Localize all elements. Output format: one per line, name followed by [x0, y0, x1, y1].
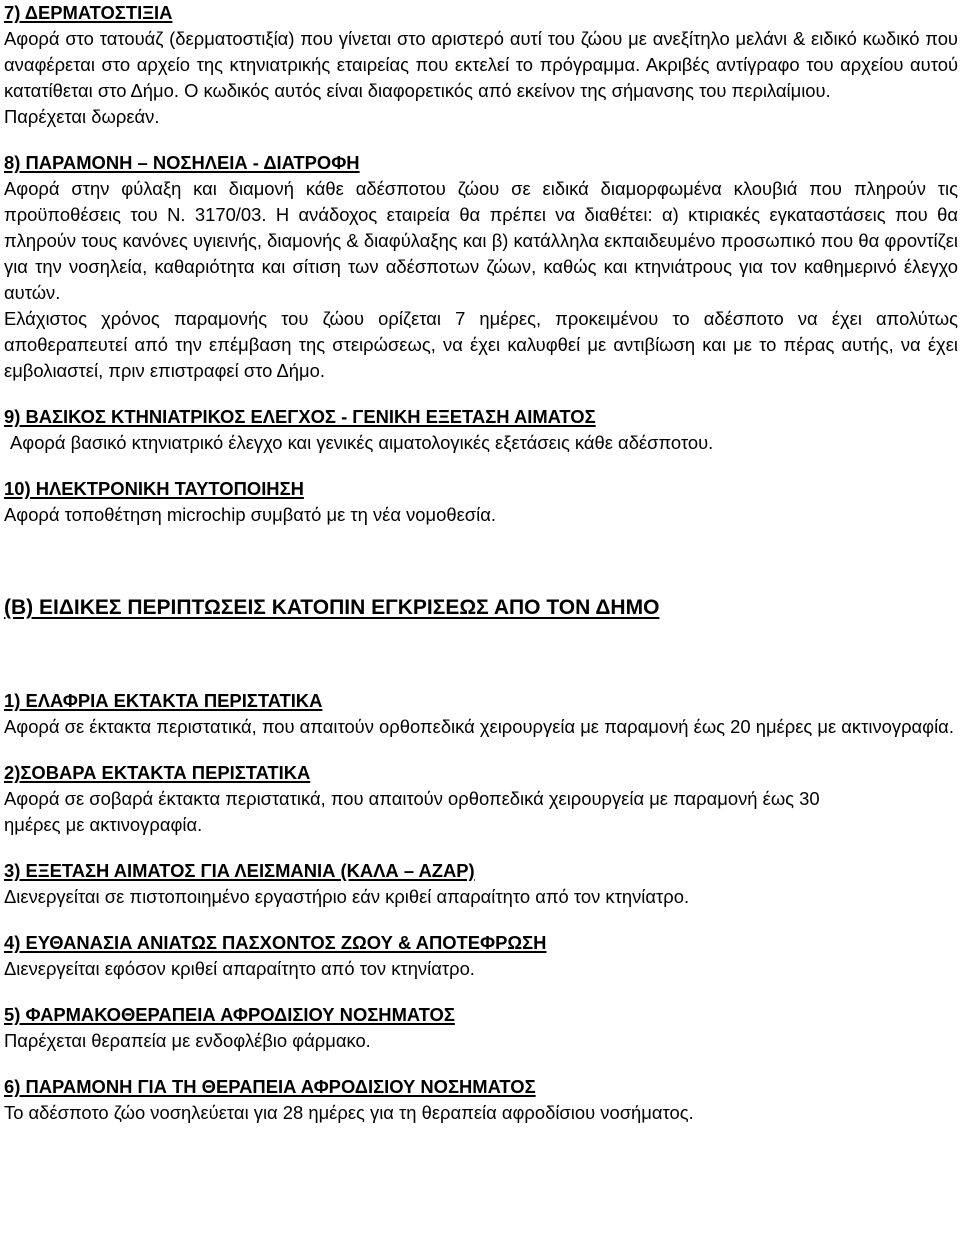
- case-heading: 4) ΕΥΘΑΝΑΣΙΑ ΑΝΙΑΤΩΣ ΠΑΣΧΟΝΤΟΣ ΖΩΟΥ & ΑΠΟΤΕΦΡΩΣΗ: [4, 932, 547, 953]
- part-b-heading: (Β) ΕΙΔΙΚΕΣ ΠΕΡΙΠΤΩΣΕΙΣ ΚΑΤΟΠΙΝ ΕΓΚΡΙΣΕΩΣ ΑΠΟ ΤΟΝ ΔΗΜΟ: [4, 596, 660, 619]
- case-heading: 2)ΣΟΒΑΡΑ ΕΚΤΑΚΤΑ ΠΕΡΙΣΤΑΤΙΚΑ: [4, 762, 311, 783]
- case-4: [4, 930, 958, 982]
- section-7: [4, 0, 958, 130]
- part-b: [4, 594, 958, 622]
- section-text: Αφορά βασικό κτηνιατρικό έλεγχο και γενικές αιματολογικές εξετάσεις κάθε αδέσποτου.: [10, 432, 714, 453]
- section-note: Παρέχεται δωρεάν.: [4, 106, 160, 127]
- case-5: [4, 1002, 958, 1054]
- case-text: Το αδέσποτο ζώο νοσηλεύεται για 28 ημέρες για τη θεραπεία αφροδίσιου νοσήματος.: [4, 1102, 694, 1123]
- section-text: Αφορά στην φύλαξη και διαμονή κάθε αδέσποτου ζώου σε ειδικά διαμορφωμένα κλουβιά που πληρούν τις προϋποθέσεις του Ν. 3170/03. Η ανάδοχος εταιρεία θα πρέπει να διαθέτει: α) κτιριακές εγκαταστάσεις που θα πληρούν τους κανόνες υγιεινής, διαμονής & διαφύλαξης και β) κατάλληλα εκπαιδευμένο προσωπικό που θα φροντίζει για την νοσηλεία, καθαριότητα και σίτιση των αδέσποτων ζώων, καθώς και κτηνιάτρους για τον καθημερινό έλεγχο αυτών.: [4, 178, 958, 303]
- case-heading: 6) ΠΑΡΑΜΟΝΗ ΓΙΑ ΤΗ ΘΕΡΑΠΕΙΑ ΑΦΡΟΔΙΣΙΟΥ ΝΟΣΗΜΑΤΟΣ: [4, 1076, 536, 1097]
- case-text: Διενεργείται εφόσον κριθεί απαραίτητο από τον κτηνίατρο.: [4, 958, 475, 979]
- case-text: Διενεργείται σε πιστοποιημένο εργαστήριο εάν κριθεί απαραίτητο από τον κτηνίατρο.: [4, 886, 690, 907]
- case-1: [4, 688, 958, 740]
- case-6: [4, 1074, 958, 1126]
- section-text-2: Ελάχιστος χρόνος παραμονής του ζώου ορίζεται 7 ημέρες, προκειμένου το αδέσποτο να έχει απολύτως αποθεραπευτεί από την επέμβαση της στειρώσεως, να έχει καλυφθεί με αντιβίωση και με το πέρας αυτής, να έχει εμβολιαστεί, πριν επιστραφεί στο Δήμο.: [4, 308, 958, 381]
- case-3: [4, 858, 958, 910]
- case-heading: 1) ΕΛΑΦΡΙΑ ΕΚΤΑΚΤΑ ΠΕΡΙΣΤΑΤΙΚΑ: [4, 690, 323, 711]
- document-page: [4, 0, 958, 1126]
- case-2: [4, 760, 958, 838]
- section-9: [4, 404, 958, 456]
- section-heading: 8) ΠΑΡΑΜΟΝΗ – ΝΟΣΗΛΕΙΑ - ΔΙΑΤΡΟΦΗ: [4, 152, 360, 173]
- section-8: [4, 150, 958, 384]
- section-text: Αφορά στο τατουάζ (δερματοστιξία) που γίνεται στο αριστερό αυτί του ζώου με ανεξίτηλο μελάνι & ειδικό κωδικό που αναφέρεται στο αρχείο της κτηνιατρικής εταιρείας που εκτελεί το πρόγραμμα. Ακριβές αντίγραφο του αρχείου αυτού κατατίθεται στο Δήμο. Ο κωδικός αυτός είναι διαφορετικός από εκείνον της σήμανσης του περιλαίμιου.: [4, 28, 958, 101]
- section-text: Αφορά τοποθέτηση microchip συμβατό με τη νέα νομοθεσία.: [4, 504, 496, 525]
- section-heading: 10) ΗΛΕΚΤΡΟΝΙΚΗ ΤΑΥΤΟΠΟΙΗΣΗ: [4, 478, 304, 499]
- case-heading: 3) ΕΞΕΤΑΣΗ ΑΙΜΑΤΟΣ ΓΙΑ ΛΕΙΣΜΑΝΙΑ (ΚΑΛΑ – ΑΖΑΡ): [4, 860, 475, 881]
- section-heading: 7) ΔΕΡΜΑΤΟΣΤΙΞΙΑ: [4, 2, 173, 23]
- case-text: Παρέχεται θεραπεία με ενδοφλέβιο φάρμακο.: [4, 1030, 371, 1051]
- case-text: Αφορά σε σοβαρά έκτακτα περιστατικά, που απαιτούν ορθοπεδικά χειρουργεία με παραμονή έως 30 ημέρες με ακτινογραφία.: [4, 788, 820, 835]
- section-heading: 9) ΒΑΣΙΚΟΣ ΚΤΗΝΙΑΤΡΙΚΟΣ ΕΛΕΓΧΟΣ - ΓΕΝΙΚΗ ΕΞΕΤΑΣΗ ΑΙΜΑΤΟΣ: [4, 406, 596, 427]
- case-heading: 5) ΦΑΡΜΑΚΟΘΕΡΑΠΕΙΑ ΑΦΡΟΔΙΣΙΟΥ ΝΟΣΗΜΑΤΟΣ: [4, 1004, 455, 1025]
- section-10: [4, 476, 958, 528]
- case-text: Αφορά σε έκτακτα περιστατικά, που απαιτούν ορθοπεδικά χειρουργεία με παραμονή έως 20 ημέρες με ακτινογραφία.: [4, 716, 954, 737]
